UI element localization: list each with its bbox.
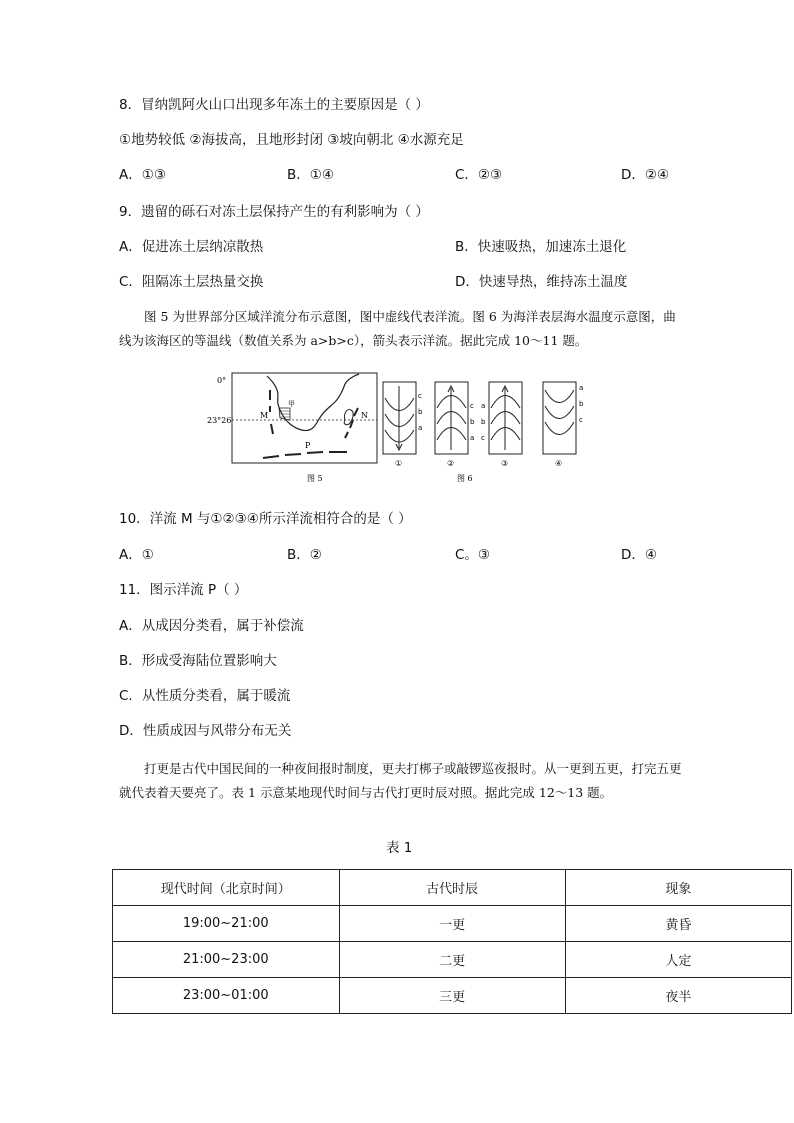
figure-6-panel-4 [543, 382, 584, 468]
panel-3-label-mid: b [481, 418, 486, 426]
table-title: 表 1 [386, 840, 413, 856]
table-cell: 三更 [339, 978, 565, 1014]
q10-option-d: D．④ [621, 547, 657, 563]
q11-option-c: C．从性质分类看，属于暖流 [119, 688, 291, 704]
panel-1-label-bottom: a [418, 424, 423, 432]
q8-option-b: B．①④ [287, 167, 334, 183]
table-cell: 人定 [565, 942, 791, 978]
q9-option-a: A．促进冻土层纳凉散热 [119, 239, 264, 255]
q8-stem: 8．冒纳凯阿火山口出现多年冻土的主要原因是（ ） [119, 97, 429, 113]
lat-2326-label: 23°26′ [207, 416, 234, 425]
q11-stem: 11．图示洋流 P（ ） [119, 582, 248, 598]
time-comparison-table [112, 869, 792, 1014]
panel-4-number: ④ [555, 459, 563, 468]
q10-option-b: B．② [287, 547, 322, 563]
panel-1-number: ① [395, 459, 403, 468]
q10-option-a: A．① [119, 547, 154, 563]
panel-3-number: ③ [501, 459, 509, 468]
panel-2-label-top: c [470, 402, 474, 410]
figure-6-panel-3 [481, 382, 522, 468]
q8-option-d: D．②④ [621, 167, 670, 183]
panel-4-label-bottom: c [579, 416, 583, 424]
q8-option-a: A．①③ [119, 167, 166, 183]
q9-option-d: D．快速导热，维持冻土温度 [455, 274, 628, 290]
panel-1-label-mid: b [418, 408, 423, 416]
ocean-current-figure [207, 368, 595, 488]
table-cell: 夜半 [565, 978, 791, 1014]
q10-option-c: C。③ [455, 547, 491, 563]
table-cell: 二更 [339, 942, 565, 978]
figure-6-panel-2 [435, 382, 475, 468]
q8-items: ①地势较低 ②海拔高，且地形封闭 ③坡向朝北 ④水源充足 [119, 132, 464, 148]
table-row [113, 978, 792, 1014]
q11-option-d: D．性质成因与风带分布无关 [119, 723, 292, 739]
figure-5-caption: 图 5 [307, 474, 323, 483]
q8-option-c: C．②③ [455, 167, 503, 183]
panel-2-number: ② [447, 459, 455, 468]
table-header-row [113, 870, 792, 906]
figure-6-panel-1 [383, 382, 423, 468]
table-row [113, 942, 792, 978]
panel-3-label-bottom: c [481, 434, 485, 442]
current-p-label: P [305, 441, 311, 450]
current-n-label: N [361, 411, 368, 420]
table-cell: 黄昏 [565, 906, 791, 942]
panel-2-label-bottom: a [470, 434, 475, 442]
table-cell: 一更 [339, 906, 565, 942]
shaded-area-label: 甲 [288, 400, 295, 408]
panel-4-label-top: a [579, 384, 584, 392]
panel-1-label-top: c [418, 392, 422, 400]
panel-4-label-mid: b [579, 400, 584, 408]
intro-paragraph-1: 图 5 为世界部分区域洋流分布示意图，图中虚线代表洋流。图 6 为海洋表层海水温度示意图，曲线为该海区的等温线（数值关系为 a>b>c），箭头表示洋流。据此完成 10～11 题。 [119, 309, 676, 348]
table-header: 古代时辰 [339, 870, 565, 906]
q11-option-b: B．形成受海陆位置影响大 [119, 653, 277, 669]
current-m-label: M [260, 411, 269, 420]
panel-2-label-mid: b [470, 418, 475, 426]
q10-stem: 10．洋流 M 与①②③④所示洋流相符合的是（ ） [119, 511, 412, 527]
lat-0-label: 0° [217, 376, 227, 385]
q9-option-c: C．阻隔冻土层热量交换 [119, 274, 264, 290]
panel-3-label-top: a [481, 402, 486, 410]
table-cell: 19:00~21:00 [113, 906, 340, 942]
table-row [113, 906, 792, 942]
intro-paragraph-2: 打更是古代中国民间的一种夜间报时制度，更夫打梆子或敲锣巡夜报时。从一更到五更，打完五更就代表着天要亮了。表 1 示意某地现代时间与古代打更时辰对照。据此完成 12～13 题。 [119, 761, 682, 800]
figure-5-map [207, 373, 377, 483]
q11-option-a: A．从成因分类看，属于补偿流 [119, 618, 304, 634]
q9-stem: 9．遗留的砾石对冻土层保持产生的有利影响为（ ） [119, 204, 429, 220]
table-header: 现象 [565, 870, 791, 906]
q9-option-b: B．快速吸热，加速冻土退化 [455, 239, 627, 255]
table-cell: 21:00~23:00 [113, 942, 340, 978]
table-header: 现代时间（北京时间） [113, 870, 340, 906]
figure-6-caption: 图 6 [457, 474, 473, 483]
table-cell: 23:00~01:00 [113, 978, 340, 1014]
